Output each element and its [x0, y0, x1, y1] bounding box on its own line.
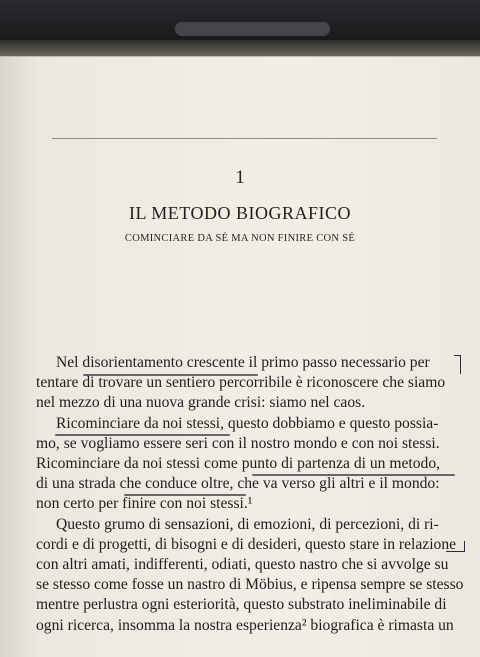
text-line: ogni ricerca, insomma la nostra esperienza² biografica è rimasta un: [36, 616, 454, 634]
body-text: [36, 353, 472, 636]
text-line: Ricominciare da noi stessi come punto di partenza di un metodo,: [36, 455, 441, 473]
text-line: Questo grumo di sensazioni, di emozioni, di percezioni, di ri-: [56, 515, 439, 533]
text-line: mentre perlustra ogni esteriorità, questo substrato ineliminabile di: [36, 596, 447, 614]
book-page: [0, 56, 480, 657]
chapter-subtitle: COMINCIARE DA SÉ MA NON FINIRE CON SÉ: [124, 233, 356, 244]
text-line: con altri amati, indifferenti, odiati, questo nastro che si avvolge su: [36, 556, 449, 574]
header-rule: [52, 138, 437, 139]
text-line: Nel disorientamento crescente il primo passo necessario per: [56, 354, 430, 371]
page-edge-shadow: [0, 40, 480, 56]
text-line: Ricominciare da noi stessi, questo dobbiamo e questo possia-: [56, 414, 439, 432]
text-line: se stesso come fosse un nastro di Möbius, e ripensa sempre se stesso: [36, 576, 464, 594]
chapter-number: 1: [235, 167, 245, 188]
text-line: di una strada che conduce oltre, che va verso gli altri e il mondo:: [36, 475, 440, 493]
text-line: non certo per finire con noi stessi.¹: [36, 495, 253, 513]
text-line: tentare di trovare un sentiero percorribile è riconoscere che siamo: [36, 374, 446, 392]
chapter-title: IL METODO BIOGRAFICO: [128, 203, 351, 223]
text-line: mo, se vogliamo essere seri con il nostro mondo e con noi stessi.: [36, 434, 440, 452]
text-line: cordi e di progetti, di bisogni e di desideri, questo stare in relazione: [36, 535, 457, 553]
device-notch: [175, 22, 330, 36]
text-line: nel mezzo di una nuova grande crisi: siamo nel caos.: [36, 394, 366, 412]
device-bezel: [0, 0, 480, 40]
